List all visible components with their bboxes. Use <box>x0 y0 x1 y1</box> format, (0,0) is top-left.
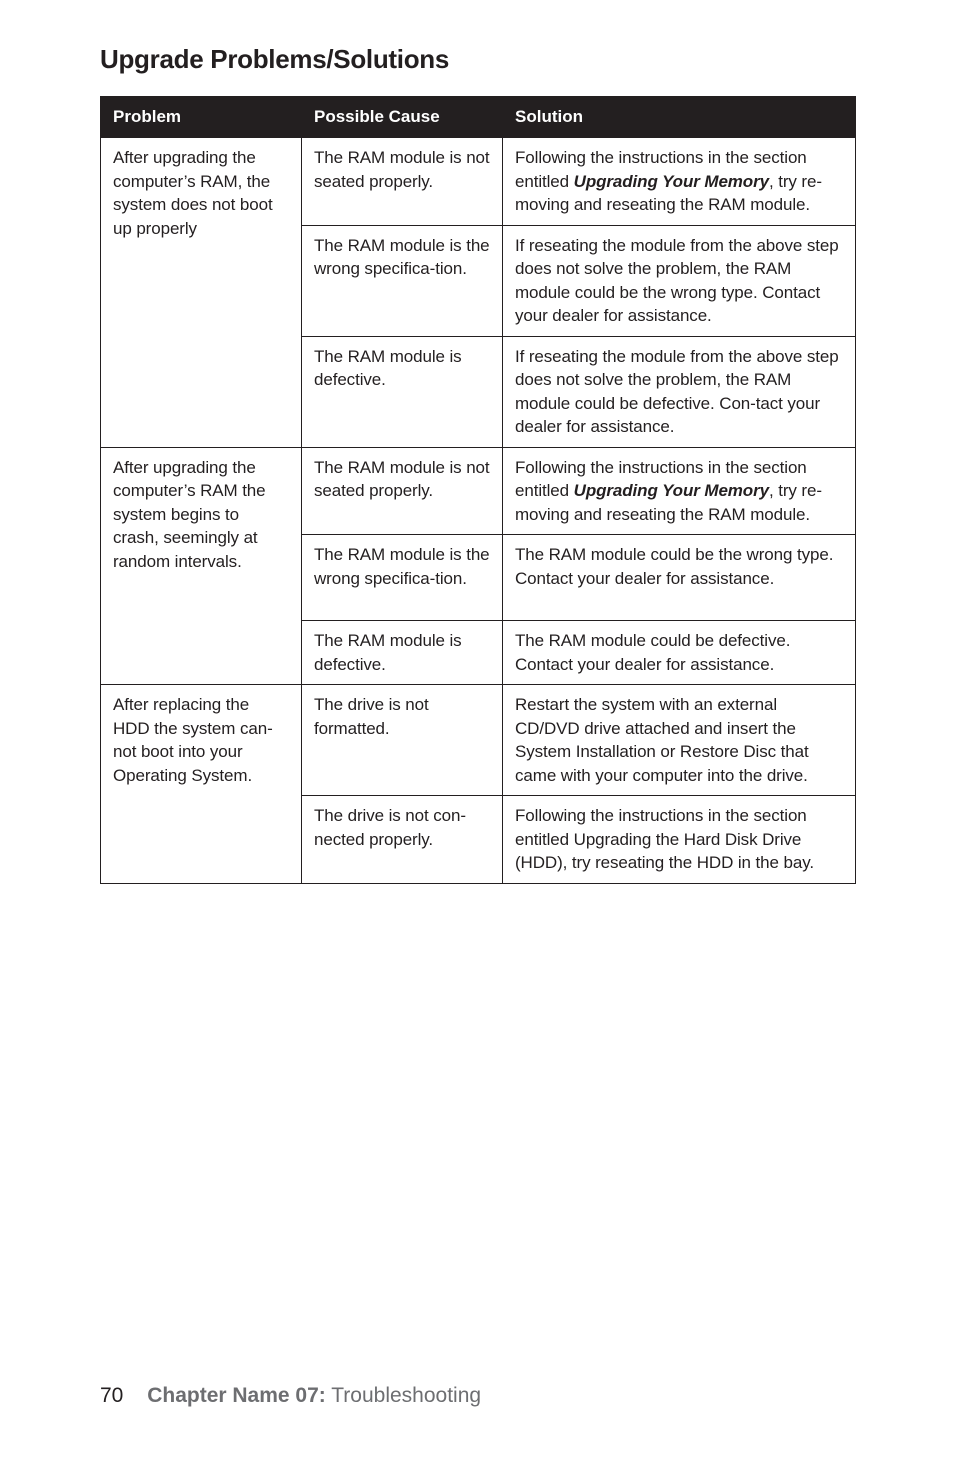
column-header-solution: Solution <box>503 97 856 138</box>
page-title: Upgrade Problems/Solutions <box>100 44 450 74</box>
problem-cell: After upgrading the computer’s RAM, the system does not boot up properly <box>101 138 302 448</box>
solution-text: Following the instructions in the section entitled <box>515 148 807 191</box>
solution-cell <box>503 138 856 226</box>
solution-cell: Following the instructions in the section entitled Upgrading the Hard Disk Drive (HDD), try reseating the HDD in the bay. <box>503 796 856 884</box>
solution-cell: The RAM module could be the wrong type. Contact your dealer for assistance. <box>503 535 856 621</box>
solution-cell: If reseating the module from the above step does not solve the problem, the RAM module could be defective. Con-tact your dealer for assistance. <box>503 336 856 447</box>
cause-cell: The RAM module is defective. <box>302 621 503 685</box>
cause-cell: The RAM module is the wrong specifica-tion. <box>302 535 503 621</box>
solution-text: , try re-moving and reseating the RAM module. <box>515 171 822 214</box>
solution-emphasis: Upgrading Your Memory <box>573 481 769 500</box>
table-row <box>101 685 856 796</box>
solution-emphasis: Upgrading Your Memory <box>573 171 769 191</box>
cause-cell: The RAM module is the wrong specifica-tion. <box>302 225 503 336</box>
problems-solutions-table <box>100 96 856 884</box>
cause-cell: The RAM module is not seated properly. <box>302 138 503 226</box>
cause-cell: The RAM module is not seated properly. <box>302 447 503 535</box>
column-header-problem: Problem <box>101 97 302 138</box>
cause-cell: The drive is not con-nected properly. <box>302 796 503 884</box>
solution-text: , try re-moving and reseating the RAM module. <box>515 481 822 524</box>
solution-cell <box>503 447 856 535</box>
solution-text: Following the instructions in the section entitled <box>515 457 807 500</box>
table-row <box>101 138 856 226</box>
column-header-possible-cause: Possible Cause <box>302 97 503 138</box>
solution-cell: Restart the system with an external CD/DVD drive attached and insert the System Installation or Restore Disc that came with your computer into the drive. <box>503 685 856 796</box>
page-number: 70 <box>100 1384 124 1407</box>
chapter-section: Troubleshooting <box>331 1384 482 1407</box>
table-row <box>101 447 856 535</box>
chapter-label: Chapter Name 07: <box>147 1384 326 1407</box>
problem-cell: After replacing the HDD the system can-not boot into your Operating System. <box>101 685 302 884</box>
problem-cell: After upgrading the computer’s RAM the system begins to crash, seemingly at random intervals. <box>101 447 302 685</box>
page-footer <box>100 1384 481 1408</box>
table-header-row <box>101 97 856 138</box>
solution-cell: The RAM module could be defective. Contact your dealer for assistance. <box>503 621 856 685</box>
cause-cell: The drive is not formatted. <box>302 685 503 796</box>
cause-cell: The RAM module is defective. <box>302 336 503 447</box>
solution-cell: If reseating the module from the above step does not solve the problem, the RAM module could be the wrong type. Contact your dealer for assistance. <box>503 225 856 336</box>
